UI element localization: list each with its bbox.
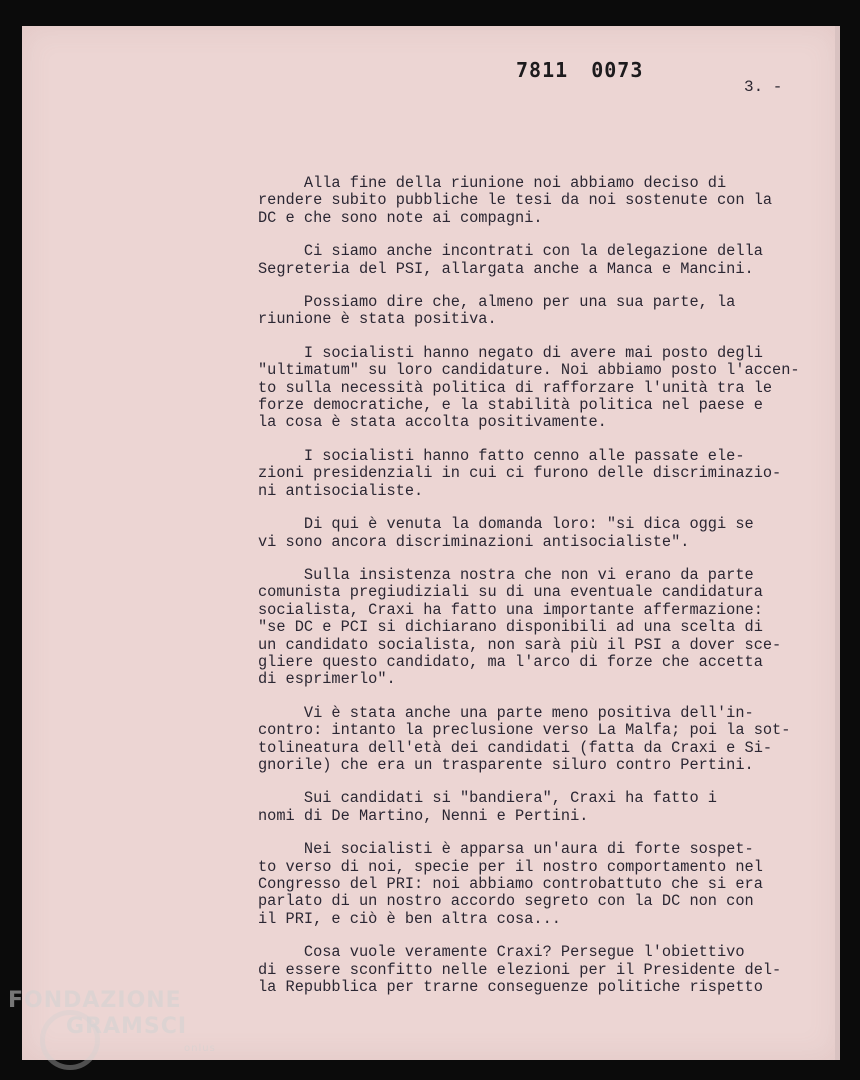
text-line: di essere sconfitto nelle elezioni per il Presidente del-: [258, 960, 782, 979]
text-line: I socialisti hanno fatto cenno alle passate ele-: [258, 446, 745, 465]
text-line: vi sono ancora discriminazioni antisocialiste".: [258, 532, 690, 551]
watermark-line-3: onlus: [184, 1043, 216, 1054]
text-line: socialista, Craxi ha fatto una importante affermazione:: [258, 600, 763, 619]
text-line: gliere questo candidato, ma l'arco di forze che accetta: [258, 652, 763, 671]
text-line: un candidato socialista, non sarà più il PSI a dover sce-: [258, 635, 782, 654]
text-line: to sulla necessità politica di rafforzare l'unità tra le: [258, 378, 773, 397]
paragraph: [258, 944, 828, 996]
watermark-line-1: FONDAZIONE: [8, 988, 182, 1013]
text-line: "ultimatum" su loro candidature. Noi abbiamo posto l'accen-: [258, 361, 800, 380]
paragraph: [258, 294, 828, 329]
paragraph: [258, 567, 828, 689]
text-line: I socialisti hanno negato di avere mai posto degli: [258, 343, 763, 362]
paragraph: [258, 705, 828, 775]
text-line: Vi è stata anche una parte meno positiva dell'in-: [258, 703, 754, 722]
paragraph: [258, 345, 828, 432]
text-line: Cosa vuole veramente Craxi? Persegue l'obiettivo: [258, 943, 745, 962]
text-line: Possiamo dire che, almeno per una sua parte, la: [258, 293, 736, 312]
paragraph: [258, 448, 828, 500]
text-line: la cosa è stata accolta positivamente.: [258, 413, 607, 432]
text-line: riunione è stata positiva.: [258, 310, 497, 329]
text-line: di esprimerlo".: [258, 670, 396, 689]
text-line: Segreteria del PSI, allargata anche a Manca e Mancini.: [258, 259, 754, 278]
text-line: nomi di De Martino, Nenni e Pertini.: [258, 806, 589, 825]
watermark-line-2: GRAMSCI: [66, 1014, 188, 1039]
text-line: Di qui è venuta la domanda loro: "si dica oggi se: [258, 515, 754, 534]
text-line: to verso di noi, specie per il nostro comportamento nel: [258, 857, 763, 876]
watermark-logo: [8, 988, 216, 1062]
paragraph: [258, 243, 828, 278]
document-code: 7811 0073: [516, 58, 644, 82]
text-line: Alla fine della riunione noi abbiamo deciso di: [258, 174, 727, 192]
text-line: "se DC e PCI si dichiarano disponibili ad una scelta di: [258, 618, 763, 637]
text-line: la Repubblica per trarne conseguenze politiche rispetto: [258, 978, 763, 997]
paragraph: [258, 175, 828, 227]
text-line: Ci siamo anche incontrati con la delegazione della: [258, 242, 763, 261]
text-line: parlato di un nostro accordo segreto con la DC non con: [258, 892, 754, 911]
text-line: Sui candidati si "bandiera", Craxi ha fatto i: [258, 789, 717, 808]
text-line: tolineatura dell'età dei candidati (fatta da Craxi e Si-: [258, 738, 773, 757]
text-line: DC e che sono note ai compagni.: [258, 208, 543, 227]
text-line: Congresso del PRI: noi abbiamo controbattuto che si era: [258, 875, 763, 893]
text-line: il PRI, e ciò è ben altra cosa...: [258, 909, 561, 928]
text-line: zioni presidenziali in cui ci furono delle discriminazio-: [258, 464, 782, 483]
text-line: rendere subito pubbliche le tesi da noi sostenute con la: [258, 191, 773, 210]
paragraph: [258, 790, 828, 825]
text-line: ni antisocialiste.: [258, 481, 424, 500]
page-edge: [835, 26, 840, 1060]
paragraph: [258, 841, 828, 928]
text-line: Sulla insistenza nostra che non vi erano da parte: [258, 565, 754, 584]
text-line: forze democratiche, e la stabilità politica nel paese e: [258, 396, 763, 415]
text-line: Nei socialisti è apparsa un'aura di forte sospet-: [258, 840, 754, 859]
page-number: 3. -: [744, 78, 783, 96]
document-body: [258, 175, 828, 1012]
text-line: gnorile) che era un trasparente siluro contro Pertini.: [258, 755, 754, 774]
text-line: contro: intanto la preclusione verso La Malfa; poi la sot-: [258, 721, 791, 740]
text-line: comunista pregiudiziali su di una eventuale candidatura: [258, 583, 763, 602]
paragraph: [258, 516, 828, 551]
